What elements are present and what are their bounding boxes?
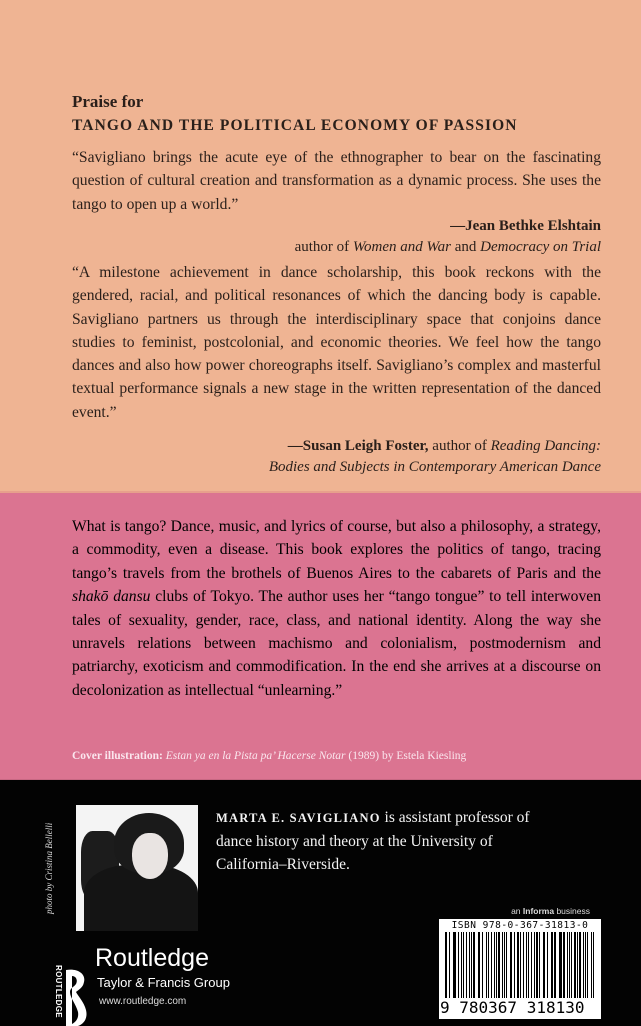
barcode-bar — [491, 932, 492, 998]
barcode-bar — [486, 932, 487, 998]
work-title-line2: Bodies and Subjects in Contemporary American Dance — [268, 459, 601, 475]
praise-label: Praise for — [72, 92, 144, 111]
quote-author: —Susan Leigh Foster, — [287, 438, 429, 454]
barcode-bar — [547, 932, 548, 998]
cover-label: Cover illustration: — [72, 750, 163, 762]
informa-prefix: an — [511, 906, 523, 916]
barcode-bar — [458, 932, 459, 998]
isbn-label: ISBN 978-0-367-31813-0 — [451, 920, 589, 931]
informa-tagline — [511, 906, 590, 916]
quote-author: —Jean Bethke Elshtain — [450, 218, 601, 234]
author-bio — [216, 806, 546, 876]
barcode-bar — [498, 932, 499, 998]
author-photo — [76, 805, 198, 931]
praise-section — [0, 0, 641, 493]
barcode-bar — [463, 932, 464, 998]
author-name: MARTA E. SAVIGLIANO — [216, 811, 381, 825]
barcode-digits: 9 780367 318130 — [440, 998, 585, 1017]
barcode-bar — [554, 932, 556, 998]
author-credit-prefix: author of — [428, 438, 491, 454]
barcode-bar — [536, 932, 538, 998]
barcode-bar — [574, 932, 576, 998]
cover-artist: (1989) by Estela Kiesling — [345, 750, 467, 762]
barcode-bar — [496, 932, 497, 998]
barcode-bar — [449, 932, 450, 998]
publisher-group: Taylor & Francis Group — [97, 975, 230, 990]
barcode-bar — [593, 932, 594, 998]
barcode-bar — [579, 932, 580, 998]
work-title: Democracy on Trial — [480, 239, 601, 255]
description-italic-term: shakō dansu — [72, 588, 151, 606]
barcode-bar — [511, 932, 512, 998]
routledge-logo-icon — [56, 968, 90, 1026]
barcode-bar — [587, 932, 588, 998]
barcode-bar — [446, 932, 447, 998]
barcode-bar — [523, 932, 524, 998]
publisher-name: Routledge — [95, 944, 209, 972]
routledge-vertical-mark: ROUTLEDGE — [54, 965, 63, 1018]
informa-suffix: business — [554, 906, 590, 916]
description-text: What is tango? Dance, music, and lyrics of course, but also a philosophy, a strategy, a commodity, even a disease. This book explores the politics of tango, tracing tango’s travels from the brothels of Buenos Aires to the cabarets of Paris and the — [72, 518, 601, 582]
book-title: TANGO AND THE POLITICAL ECONOMY OF PASSION — [72, 117, 518, 134]
work-title: Women and War — [352, 239, 451, 255]
barcode-bar — [539, 932, 540, 998]
quote-foster: “A milestone achievement in dance scholarship, this book reckons with the gendered, racial, and political resonances of which the dancing body is capable. Savigliano partners us through the interdisciplinary space that conjoins dance studies to feminist, postcolonial, and economic theories. We feel how the tango dances and also how power choreographs itself. Savigliano’s complex and masterful textual performance signals a new stage in the written representation of the danced event.” — [72, 264, 601, 421]
publisher-url[interactable]: www.routledge.com — [99, 996, 187, 1007]
photo-credit: photo by Cristina Bellelli — [44, 822, 54, 914]
barcode-bar — [577, 932, 578, 998]
barcode-bar — [471, 932, 472, 998]
barcode-bar — [479, 932, 480, 998]
barcode-bar — [454, 932, 456, 998]
author-credit-prefix: author of — [294, 239, 353, 255]
attribution-foster — [269, 436, 601, 478]
barcode-bar — [552, 932, 553, 998]
cover-illustration-credit — [72, 750, 466, 762]
barcode-bar — [534, 932, 535, 998]
cover-title: Estan ya en la Pista pa’ Hacerse Notar — [162, 750, 346, 762]
isbn-barcode — [439, 919, 601, 1019]
informa-brand: Informa — [522, 906, 555, 916]
barcode-bar — [482, 932, 483, 998]
book-description — [72, 515, 601, 702]
photo-shape — [132, 833, 168, 879]
barcode-bar — [560, 932, 561, 998]
barcode-bar — [571, 932, 572, 998]
joiner: and — [451, 239, 481, 255]
barcode-bars — [445, 932, 595, 998]
barcode-bar — [517, 932, 519, 998]
description-text: clubs of Tokyo. The author uses her “tango tongue” to tell interwoven tales of sexuality, gender, race, class, and national identity. Along the way she unravels relations between machismo and colonialism, postmodernism and patriarchy, exoticism and commodification. In the end she arrives at a discourse on decolonization as intellectual “unlearning.” — [72, 588, 601, 699]
barcode-bar — [514, 932, 515, 998]
barcode-bar — [473, 932, 475, 998]
barcode-bar — [506, 932, 507, 998]
barcode-bar — [569, 932, 570, 998]
barcode-bar — [563, 932, 564, 998]
barcode-bar — [531, 932, 532, 998]
barcode-bar — [544, 932, 545, 998]
quote-elshtain: “Savigliano brings the acute eye of the ethnographer to bear on the fascinating question of cultural creation and transformation as a dynamic process. She uses the tango to open up a world.” — [72, 149, 601, 213]
attribution-elshtain — [295, 216, 601, 258]
barcode-bar — [528, 932, 529, 998]
barcode-bar — [520, 932, 521, 998]
barcode-bar — [488, 932, 490, 998]
work-title: Reading Dancing: — [490, 438, 601, 454]
barcode-bar — [585, 932, 586, 998]
barcode-bar — [466, 932, 467, 998]
barcode-bar — [504, 932, 505, 998]
author-bio-text: is assistant professor of dance history and theory at the University of California–Riverside. — [216, 809, 530, 873]
